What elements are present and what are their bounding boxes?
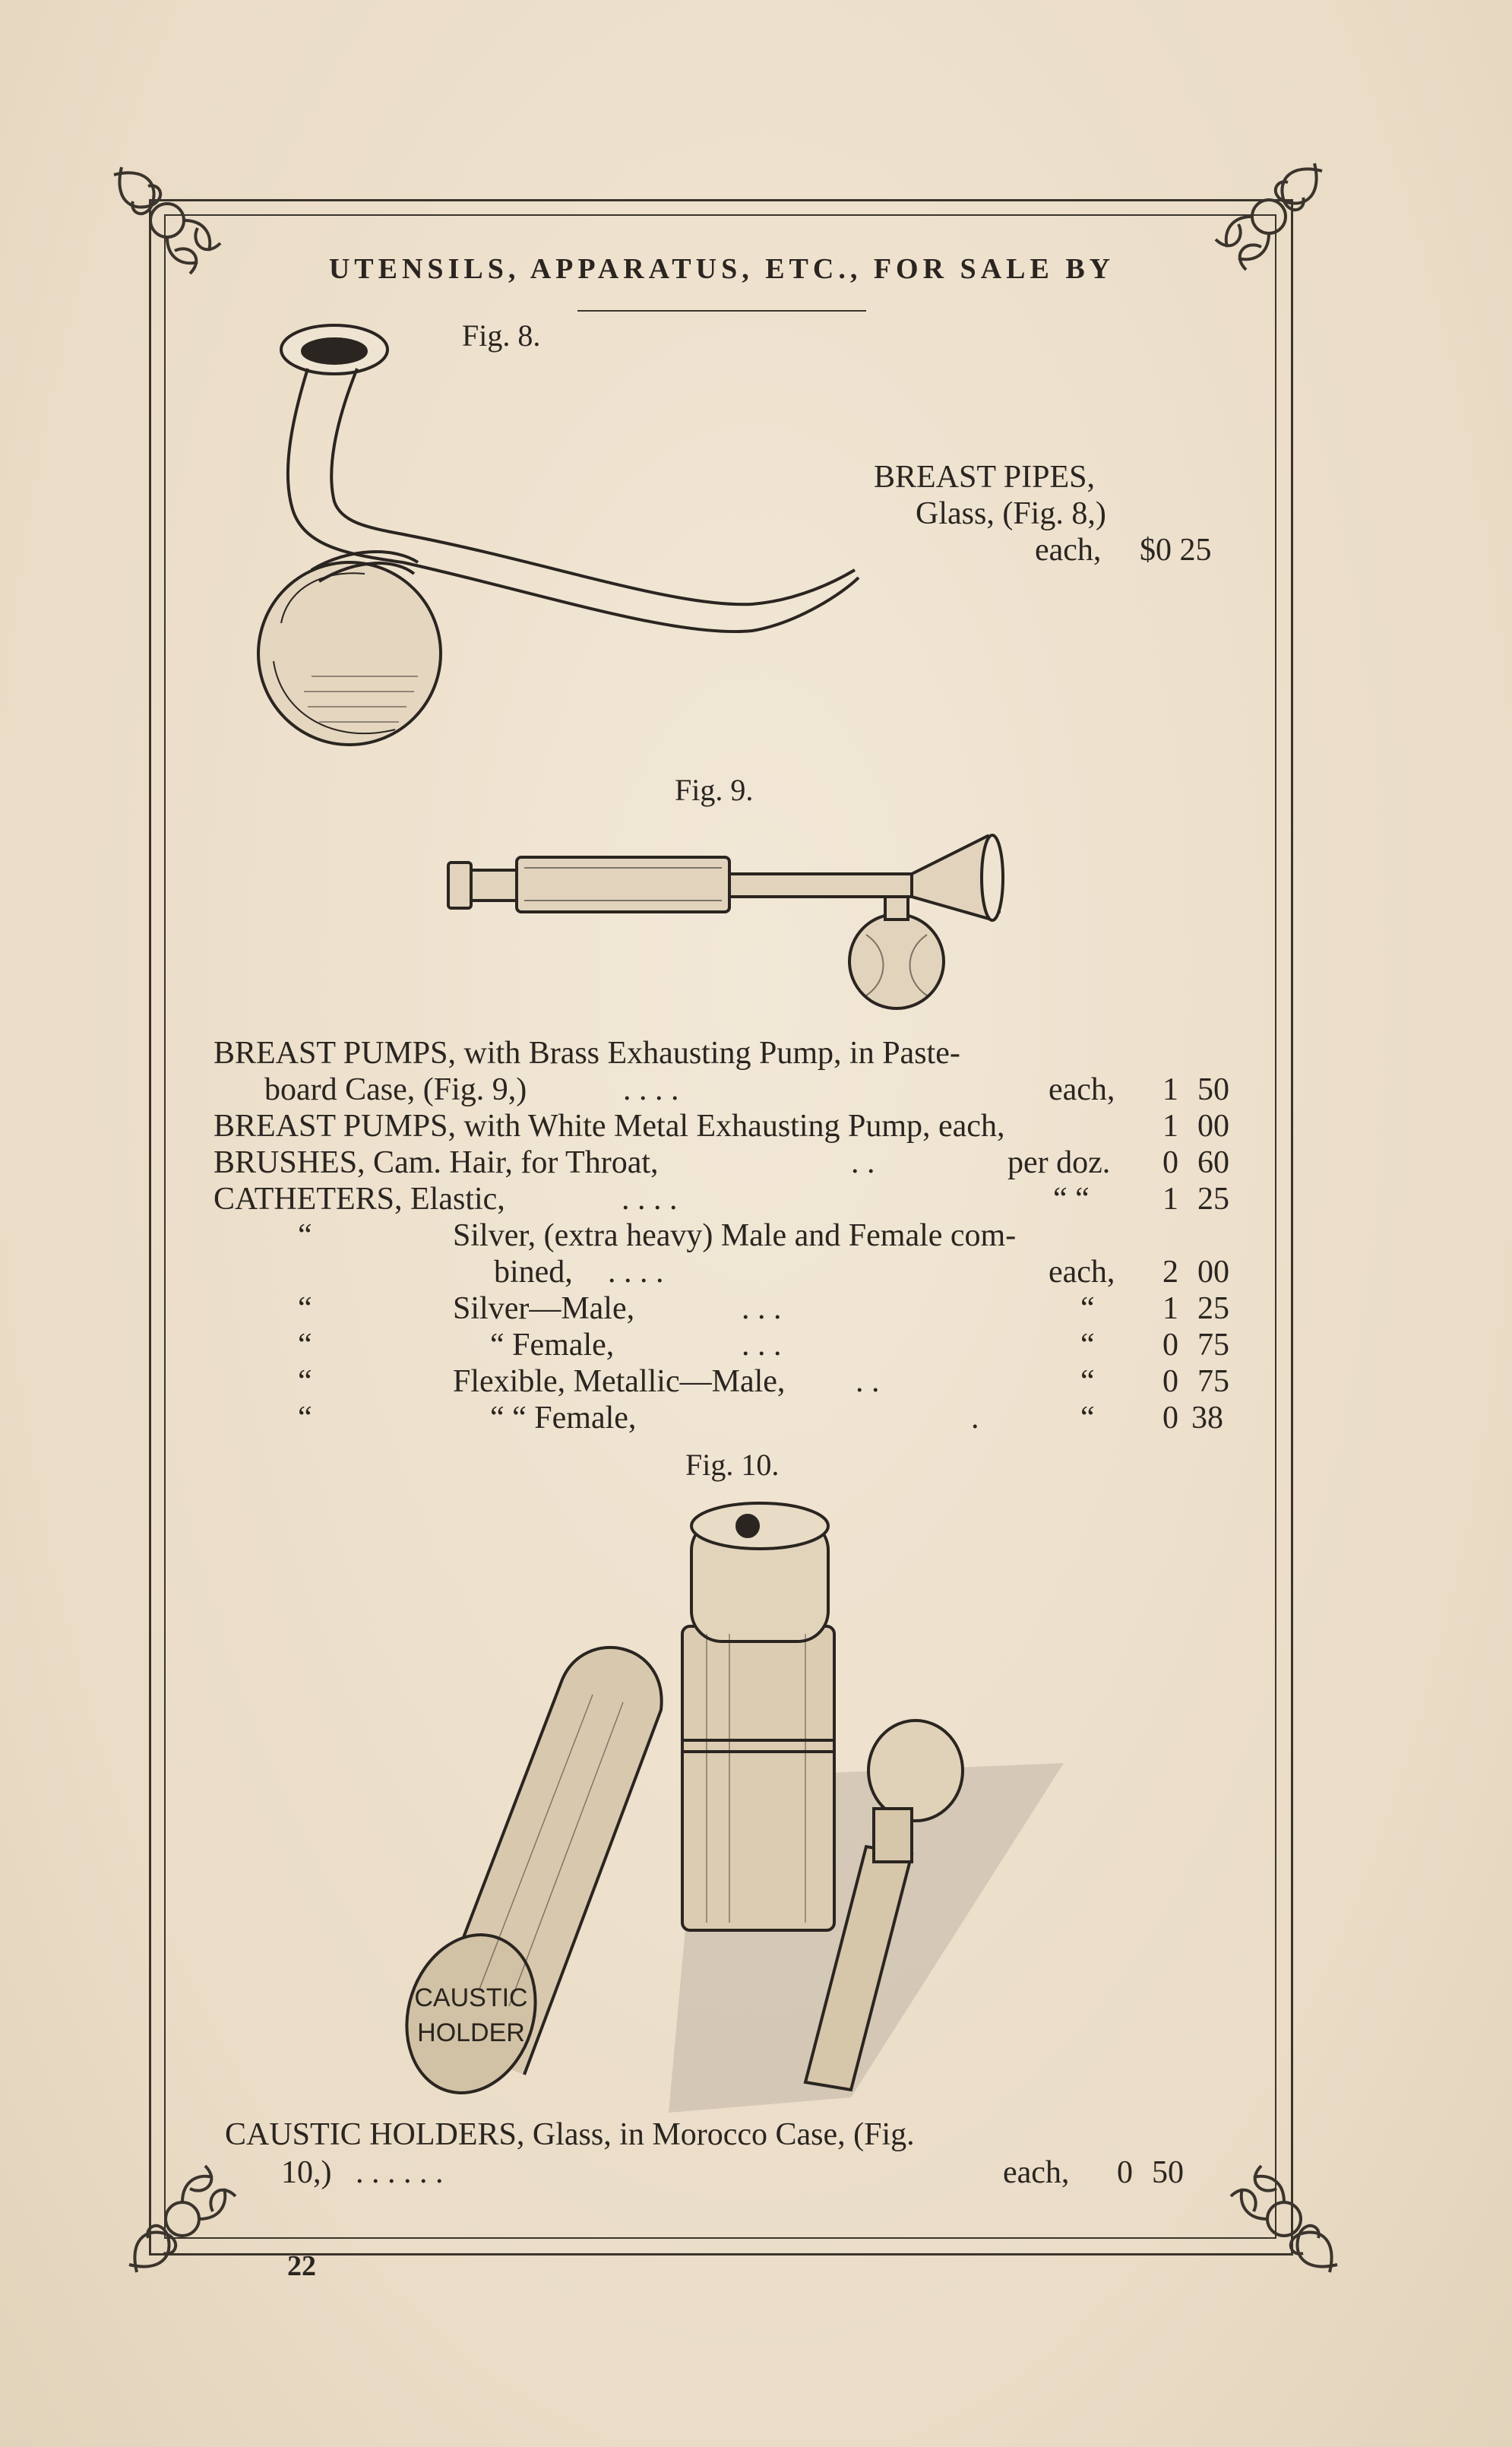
leader-dots: . . . .: [622, 1182, 678, 1217]
item-unit: each,: [1049, 1072, 1115, 1107]
list-item: [0, 1035, 1512, 1072]
ditto-mark: “: [298, 1401, 312, 1436]
item-dollars: 0: [1162, 1145, 1178, 1180]
item-text: BREAST PUMPS, with White Metal Exhausting Pump, each,: [214, 1109, 1005, 1144]
item-text: board Case, (Fig. 9,): [264, 1072, 527, 1107]
item-text: BRUSHES, Cam. Hair, for Throat,: [214, 1145, 659, 1180]
item-cents: 75: [1197, 1364, 1229, 1399]
item-dollars: 2: [1162, 1255, 1178, 1290]
list-item: [0, 1363, 1512, 1400]
breast-pump-illustration: [441, 821, 1026, 1026]
breast-pipes-title: BREAST PIPES,: [874, 460, 1095, 495]
item-dollars: 1: [1162, 1291, 1178, 1326]
item-cents: 75: [1197, 1328, 1229, 1363]
item-dollars: 0: [1162, 1364, 1178, 1399]
item-text: BREAST PUMPS, with Brass Exhausting Pump, in Paste-: [214, 1036, 960, 1071]
item-unit: each,: [1049, 1255, 1115, 1290]
list-item: [0, 1290, 1512, 1327]
list-item: [0, 1254, 1512, 1290]
list-item: [0, 1400, 1512, 1436]
corner-ornament-top-left: [99, 152, 236, 289]
leader-dots: . .: [856, 1364, 880, 1399]
item-dollars: 1: [1162, 1072, 1178, 1107]
item-text: Silver, (extra heavy) Male and Female com-: [453, 1218, 1017, 1253]
item-dollars: 0: [1162, 1401, 1178, 1436]
item-text: bined,: [494, 1255, 573, 1290]
leader-dots: . . . .: [623, 1072, 679, 1107]
item-unit: “: [1080, 1328, 1095, 1363]
breast-pipe-illustration: [220, 319, 889, 760]
leader-dots: . . . .: [608, 1255, 664, 1290]
caustic-holder-illustration: [380, 1489, 1079, 2113]
leader-dots: .: [971, 1401, 979, 1436]
item-text: Flexible, Metallic—Male,: [453, 1364, 786, 1399]
breast-pipes-price: $0 25: [1140, 533, 1212, 568]
item-cents: 25: [1197, 1182, 1229, 1217]
ditto-mark: “: [298, 1218, 312, 1253]
list-item: [0, 1327, 1512, 1363]
page-number: 22: [287, 2250, 316, 2282]
fleur-ornament-icon: [1216, 2151, 1352, 2287]
embossed-caustic-label: CAUSTIC: [414, 1983, 528, 2012]
item-cents: 00: [1197, 1109, 1229, 1144]
embossed-holder-label: HOLDER: [417, 2018, 525, 2047]
item-unit: “: [1080, 1291, 1095, 1326]
corner-ornament-bottom-left: [114, 2151, 251, 2287]
caustic-holders-dollars: 0: [1117, 2155, 1133, 2190]
fig-8-label: Fig. 8.: [462, 318, 541, 353]
item-cents: 25: [1197, 1291, 1229, 1326]
breast-pipes-unit: each,: [1035, 533, 1102, 568]
item-text: “ “ Female,: [490, 1401, 637, 1436]
item-dollars: 0: [1162, 1328, 1178, 1363]
ditto-mark: “: [298, 1291, 312, 1326]
list-item: [0, 1072, 1512, 1108]
item-text: CATHETERS, Elastic,: [214, 1182, 505, 1217]
item-cents: 38: [1191, 1401, 1223, 1436]
leader-dots: . .: [851, 1145, 875, 1180]
list-item: [0, 1217, 1512, 1254]
ditto-mark: “: [298, 1328, 312, 1363]
item-text: Silver—Male,: [453, 1291, 635, 1326]
fleur-ornament-icon: [1200, 148, 1337, 285]
item-unit: “: [1080, 1364, 1095, 1399]
item-cents: 50: [1197, 1072, 1229, 1107]
item-unit: per doz.: [1007, 1145, 1111, 1180]
ditto-mark: “: [298, 1364, 312, 1399]
caustic-holders-unit: each,: [1003, 2155, 1070, 2190]
item-dollars: 1: [1162, 1182, 1178, 1217]
item-text: “ Female,: [490, 1328, 615, 1363]
fleur-ornament-icon: [99, 152, 236, 289]
item-cents: 60: [1197, 1145, 1229, 1180]
item-unit: “ “: [1053, 1182, 1090, 1217]
header-rule: [577, 310, 866, 312]
item-cents: 00: [1197, 1255, 1229, 1290]
list-item: [0, 1144, 1512, 1181]
running-header: UTENSILS, APPARATUS, ETC., FOR SALE BY: [328, 253, 1115, 285]
caustic-holders-line-1: CAUSTIC HOLDERS, Glass, in Morocco Case, (Fig.: [225, 2117, 915, 2152]
list-item: [0, 1108, 1512, 1144]
item-unit: “: [1080, 1401, 1095, 1436]
corner-ornament-bottom-right: [1216, 2151, 1352, 2287]
breast-pipes-glass: Glass, (Fig. 8,): [916, 496, 1106, 531]
list-item: [0, 1181, 1512, 1217]
fig-10-label: Fig. 10.: [685, 1448, 780, 1482]
fig-9-label: Fig. 9.: [675, 773, 754, 807]
fleur-ornament-icon: [114, 2151, 251, 2287]
corner-ornament-top-right: [1200, 148, 1337, 285]
leader-dots: . . .: [742, 1291, 782, 1326]
caustic-holders-line-2: 10,): [281, 2155, 332, 2190]
leader-dots: . . . . . .: [356, 2155, 444, 2190]
leader-dots: . . .: [742, 1328, 782, 1363]
caustic-holders-cents: 50: [1152, 2155, 1184, 2190]
item-dollars: 1: [1162, 1109, 1178, 1144]
